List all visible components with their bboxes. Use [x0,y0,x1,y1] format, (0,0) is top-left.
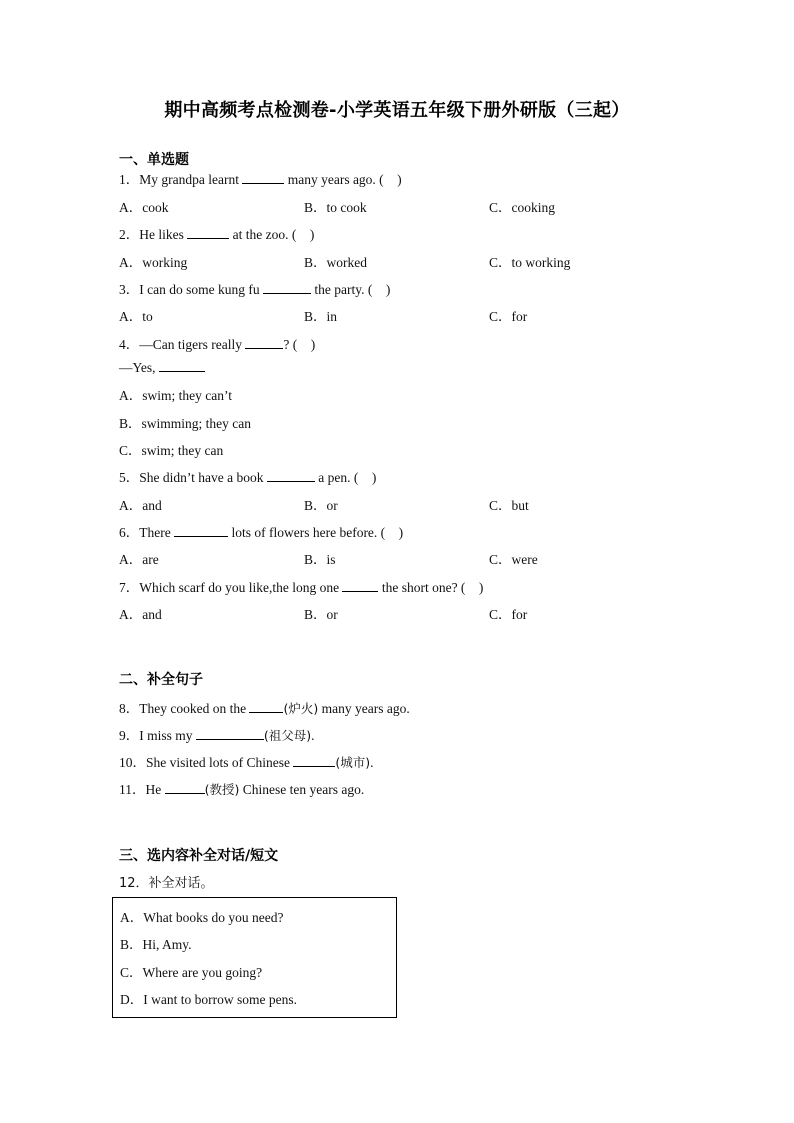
question-4-reply [119,359,205,376]
question-1-text: 1．My grandpa learnt [119,172,243,187]
question-4-tail: ? ( ) [283,337,316,352]
question-11-tail: Chinese ten years ago. [239,782,365,797]
answer-blank[interactable] [293,754,335,767]
question-3-option-c[interactable]: C．for [489,309,528,324]
question-2-option-b[interactable]: B．worked [304,255,367,270]
question-5-option-b[interactable]: B．or [304,498,338,513]
question-1-option-a[interactable]: A．cook [119,200,169,215]
question-4-option-b[interactable]: B．swimming; they can [119,416,251,431]
question-10-tail: . [370,755,374,770]
question-1 [119,168,402,188]
answer-blank[interactable] [249,700,283,713]
question-2-text: 2．He likes [119,227,188,242]
question-4-option-a[interactable]: A．swim; they can’t [119,388,232,403]
question-12: 12．补全对话。 [119,876,214,891]
question-7-tail: the short one? ( ) [378,580,484,595]
box-option-a[interactable]: A．What books do you need? [120,910,284,925]
section-2-heading: 二、补全句子 [119,672,203,688]
answer-blank[interactable] [165,781,205,794]
answer-blank[interactable] [342,579,378,592]
box-option-c[interactable]: C．Where are you going? [120,965,263,980]
question-3-option-a[interactable]: A．to [119,309,153,324]
question-5-tail: a pen. ( ) [314,470,377,485]
question-4-option-c[interactable]: C．swim; they can [119,443,224,458]
box-option-d[interactable]: D．I want to borrow some pens. [120,992,297,1007]
question-11-hint: (教授) [204,782,240,797]
question-10-text: 10．She visited lots of Chinese [119,755,294,770]
question-9-hint: (祖父母) [263,728,312,743]
question-5-option-a[interactable]: A．and [119,498,162,513]
question-7-text: 7．Which scarf do you like,the long one [119,580,343,595]
question-7-option-c[interactable]: C．for [489,607,528,622]
question-4-text: 4．—Can tigers really [119,337,246,352]
question-9-tail: . [311,728,315,743]
question-1-option-b[interactable]: B．to cook [304,200,367,215]
question-1-option-c[interactable]: C．cooking [489,200,555,215]
answer-blank[interactable] [267,469,315,482]
question-8-text: 8．They cooked on the [119,701,250,716]
question-1-tail: many years ago. ( ) [284,172,402,187]
question-6-option-a[interactable]: A．are [119,552,159,567]
answer-blank[interactable] [245,336,283,349]
option-box [112,897,397,1018]
question-3-text: 3．I can do some kung fu [119,282,263,297]
question-9 [119,724,315,744]
answer-blank[interactable] [263,281,311,294]
question-5 [119,466,376,486]
section-3-heading: 三、选内容补全对话/短文 [119,848,279,864]
question-8-tail: many years ago. [318,701,410,716]
question-3-tail: the party. ( ) [310,282,391,297]
question-6-tail: lots of flowers here before. ( ) [228,525,404,540]
question-5-text: 5．She didn’t have a book [119,470,267,485]
answer-blank[interactable] [187,226,229,239]
question-3-option-b[interactable]: B．in [304,309,338,324]
question-4 [119,333,315,353]
answer-blank[interactable] [196,727,264,740]
question-10-hint: (城市) [335,755,371,770]
question-7 [119,576,483,596]
question-7-option-a[interactable]: A．and [119,607,162,622]
question-7-option-b[interactable]: B．or [304,607,338,622]
question-3 [119,278,390,298]
question-6 [119,521,403,541]
question-9-text: 9．I miss my [119,728,196,743]
question-11-text: 11．He [119,782,165,797]
question-6-text: 6．There [119,525,175,540]
question-4-reply-text: —Yes, [119,360,159,375]
answer-blank[interactable] [159,359,205,372]
question-8-hint: (炉火) [283,701,319,716]
question-2-option-a[interactable]: A．working [119,255,188,270]
answer-blank[interactable] [174,524,228,537]
question-2-tail: at the zoo. ( ) [229,227,315,242]
question-6-option-c[interactable]: C．were [489,552,538,567]
box-option-b[interactable]: B．Hi, Amy. [120,937,192,952]
question-5-option-c[interactable]: C．but [489,498,529,513]
question-6-option-b[interactable]: B．is [304,552,336,567]
page-title: 期中高频考点检测卷-小学英语五年级下册外研版（三起） [164,100,630,121]
question-2-option-c[interactable]: C．to working [489,255,571,270]
question-11 [119,778,364,798]
question-2 [119,223,314,243]
question-10 [119,751,374,771]
question-8 [119,697,410,717]
answer-blank[interactable] [242,171,284,184]
section-1-heading: 一、单选题 [119,152,189,168]
